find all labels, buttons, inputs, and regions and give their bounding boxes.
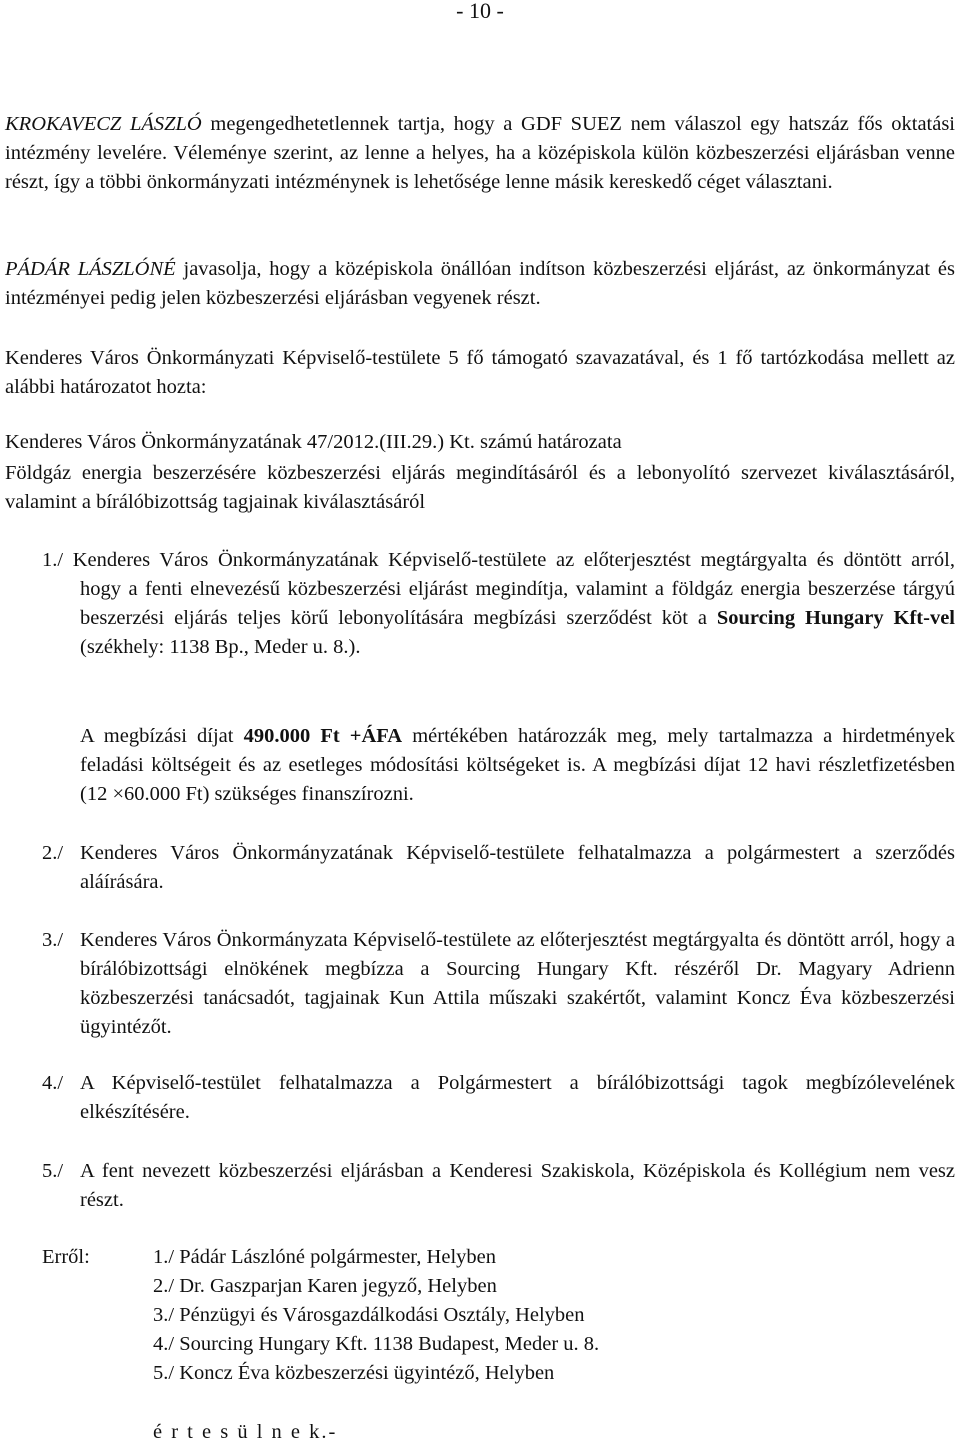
page-number: - 10 - bbox=[456, 0, 504, 23]
paragraph-padar bbox=[5, 255, 955, 313]
distribution-list bbox=[153, 1243, 913, 1388]
paragraph-text: javasolja, hogy a középiskola önállóan indítson közbeszerzési eljárást, az önkormányzat és intézményei pedig jelen közbeszerzési eljárásban vegyenek részt. bbox=[5, 258, 955, 309]
paragraph-vote: Kenderes Város Önkormányzati Képviselő-testülete 5 fő támogató szavazatával, és 1 fő tartózkodása mellett az alábbi határozatot hozta: bbox=[5, 347, 955, 398]
distribution-item: 3./ Pénzügyi és Városgazdálkodási Osztály, Helyben bbox=[153, 1304, 585, 1326]
paragraph-krokavecz bbox=[5, 110, 955, 197]
distribution-item: 4./ Sourcing Hungary Kft. 1138 Budapest, Meder u. 8. bbox=[153, 1333, 600, 1355]
distribution-item: 2./ Dr. Gaszparjan Karen jegyző, Helyben bbox=[153, 1275, 497, 1297]
speaker-name: KROKAVECZ LÁSZLÓ bbox=[5, 113, 202, 135]
distribution-item: 5./ Koncz Éva közbeszerzési ügyintéző, Helyben bbox=[153, 1362, 555, 1384]
resolution-title: Kenderes Város Önkormányzatának 47/2012.(III.29.) Kt. számú határozata bbox=[5, 431, 622, 453]
fee-amount: 490.000 Ft +ÁFA bbox=[243, 725, 403, 747]
document-page bbox=[5, 0, 956, 1443]
item-text: (székhely: 1138 Bp., Meder u. 8.). bbox=[80, 636, 361, 658]
item-number: 2./ bbox=[42, 842, 64, 864]
item-text: A fent nevezett közbeszerzési eljárásban a Kenderesi Szakiskola, Középiskola és Kollégium nem vesz részt. bbox=[80, 1160, 955, 1211]
resolution-subject: Földgáz energia beszerzésére közbeszerzési eljárás megindításáról és a lebonyolító szervezet kiválasztásáról, valamint a bírálóbizottság tagjainak kiválasztásáról bbox=[5, 462, 955, 513]
item-number: 4./ bbox=[42, 1072, 64, 1094]
fee-text: A megbízási díjat bbox=[80, 725, 244, 747]
distribution-label: Erről: bbox=[42, 1246, 90, 1268]
item-text: Kenderes Város Önkormányzatának Képviselő-testülete az előterjesztést megtárgyalta és döntött arról, hogy a fenti elnevezésű közbeszerzési eljárást megindítja, valamint a földgáz energia beszerzése tárgyú beszerzési eljárás teljes körű lebonyolítására megbízási szerződést köt a bbox=[63, 549, 955, 629]
company-name: Sourcing Hungary Kft-vel bbox=[716, 607, 955, 629]
item-text: Kenderes Város Önkormányzata Képviselő-testülete az előterjesztést megtárgyalta és döntött arról, hogy a bírálóbizottsági elnökének megbízza a Sourcing Hungary Kft. részéről Dr. Magyary Adrienn közbeszerzési tanácsadót, tagjainak Kun Attila műszaki szakértőt, valamint Koncz Éva közbeszerzési ügyintézőt. bbox=[80, 929, 955, 1038]
item-text: A Képviselő-testület felhatalmazza a Polgármestert a bírálóbizottsági tagok megbízólevelének elkészítésére. bbox=[80, 1072, 955, 1123]
fee-paragraph bbox=[80, 722, 955, 809]
fee-text: mértékében határozzák meg, mely tartalmazza a hirdetmények feladási költségeit és az esetleges módosítási költségeket is. A megbízási díjat 12 havi részletfizetésben (12 ×60.000 Ft) szükséges finanszírozni. bbox=[80, 725, 955, 805]
item-number: 3./ bbox=[42, 929, 64, 951]
speaker-name: PÁDÁR LÁSZLÓNÉ bbox=[5, 258, 176, 280]
item-text: Kenderes Város Önkormányzatának Képviselő-testülete felhatalmazza a polgármestert a szerződés aláírására. bbox=[80, 842, 955, 893]
notified-line: é r t e s ü l n e k.- bbox=[153, 1421, 338, 1443]
distribution-item: 1./ Pádár Lászlóné polgármester, Helyben bbox=[153, 1246, 497, 1268]
paragraph-text: megengedhetetlennek tartja, hogy a GDF SUEZ nem válaszol egy hatszáz fős oktatási intézmény levelére. Véleménye szerint, az lenne a helyes, ha a középiskola külön közbeszerzési eljárásban venne részt, így a többi önkormányzati intézménynek is lehetősége lenne másik kereskedő céget választani. bbox=[5, 113, 956, 193]
item-body bbox=[42, 546, 955, 662]
item-number: 1./ bbox=[42, 549, 64, 571]
item-number: 5./ bbox=[42, 1160, 64, 1182]
